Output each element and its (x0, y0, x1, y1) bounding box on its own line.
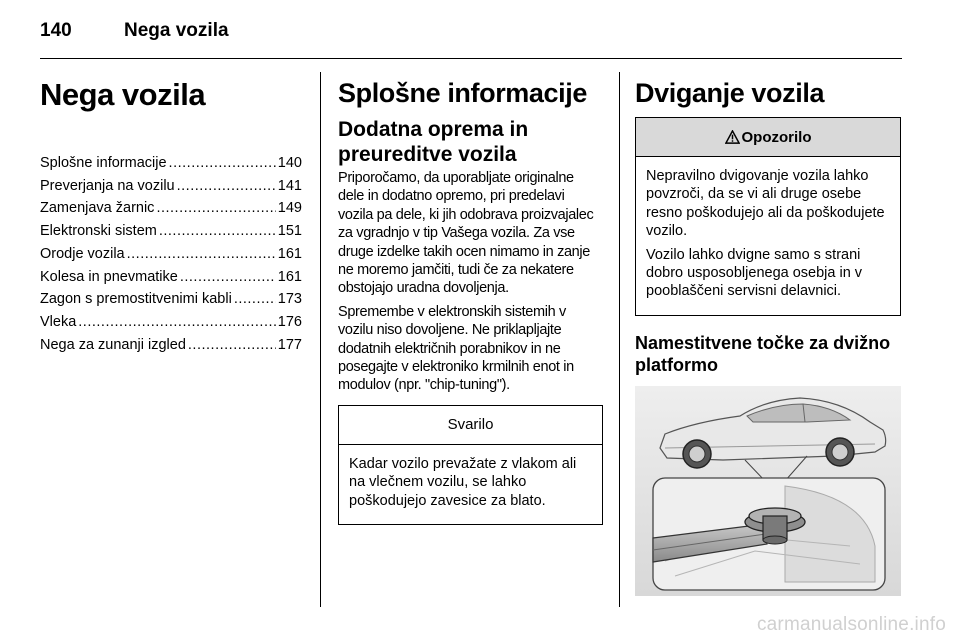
warning-box (635, 117, 901, 316)
toc-leader (156, 197, 275, 220)
toc-item-label: Kolesa in pnevmatike (40, 268, 178, 285)
notice-text: Kadar vozilo prevažate z vlakom ali na vlečnem vozilu, se lahko poškodujejo zavesice za blato. (349, 455, 577, 509)
toc-leader (159, 220, 276, 243)
toc-item-page: 151 (277, 223, 302, 240)
warning-heading (636, 118, 900, 157)
warning-heading-label: Opozorilo (741, 128, 812, 146)
toc-leader (177, 175, 276, 198)
section-title: Splošne informacije (338, 78, 587, 108)
toc-item[interactable] (40, 243, 302, 266)
lift-point-illustration (635, 386, 901, 596)
watermark: carmanualsonline.info (756, 614, 946, 635)
notice-body (339, 445, 602, 524)
toc-leader (78, 311, 276, 334)
warning-icon (725, 130, 740, 144)
running-title: Nega vozila (124, 20, 229, 41)
notice-heading: Svarilo (339, 406, 602, 445)
toc-item-label: Orodje vozila (40, 245, 125, 262)
warning-body (636, 157, 900, 315)
toc-item-page: 161 (277, 245, 302, 262)
toc-item[interactable] (40, 266, 302, 289)
header-divider (40, 58, 902, 59)
chapter-title: Nega vozila (40, 77, 206, 112)
toc-item-label: Vleka (40, 313, 77, 330)
toc-item-label: Nega za zunanji izgled (40, 336, 186, 353)
column-divider (320, 72, 321, 607)
toc-item-page: 149 (277, 200, 302, 217)
page-number: 140 (40, 20, 72, 41)
subsection-title: Namestitvene točke za dvižno platformo (635, 332, 891, 375)
body-paragraph: Spremembe v elektronskih sistemih v vozilu niso dovoljene. Ne priklapljajte dodatnih električnih porabnikov in ne posegajte v elektroniko krmilnih enot in modulov (npr. "chip-tuning"). (338, 303, 574, 394)
toc-item[interactable] (40, 334, 302, 357)
toc-item[interactable] (40, 197, 302, 220)
toc-item[interactable] (40, 220, 302, 243)
chapter-toc (40, 72, 302, 356)
toc-leader (169, 152, 276, 175)
car-lift-drawing (635, 386, 901, 596)
toc-item-page: 161 (277, 268, 302, 285)
subsection-title: Dodatna oprema in preureditve vozila (338, 118, 529, 166)
notice-box (338, 405, 603, 525)
toc-leader (180, 266, 276, 289)
toc-item-label: Elektronski sistem (40, 223, 157, 240)
toc-item-label: Zagon s premostitvenimi kabli (40, 291, 232, 308)
toc-item-label: Preverjanja na vozilu (40, 177, 175, 194)
lifting-section (635, 72, 901, 596)
toc-item-page: 177 (277, 336, 302, 353)
toc-list (40, 152, 302, 356)
toc-leader (234, 288, 276, 311)
toc-item[interactable] (40, 288, 302, 311)
toc-item-label: Splošne informacije (40, 155, 167, 171)
toc-item-page: 173 (277, 291, 302, 308)
toc-item-page: 141 (277, 177, 302, 194)
toc-item[interactable] (40, 311, 302, 334)
toc-item[interactable] (40, 152, 302, 175)
toc-item-page: 176 (277, 313, 302, 330)
page-header (40, 14, 902, 54)
toc-leader (188, 334, 276, 357)
column-divider (619, 72, 620, 607)
toc-leader (127, 243, 276, 266)
general-info-section (338, 72, 603, 525)
body-paragraph: Priporočamo, da uporabljate originalne dele in dodatno opremo, pri predelavi vozila pa dele, ki jih odobrava proizvajalec za vgradnjo v tip Vašega vozila. Za vse druge izdelke takih ocen nimamo in zanje ne moremo jamčiti, tudi če za nekatere obstojajo uradna dovoljenja. (338, 170, 594, 297)
section-title: Dviganje vozila (635, 78, 825, 108)
toc-item-page: 140 (277, 155, 302, 171)
toc-item-label: Zamenjava žarnic (40, 200, 155, 217)
warning-text: Vozilo lahko dvigne samo s strani dobro usposobljenega osebja in v pooblaščeni servisni delavnici. (646, 246, 863, 300)
warning-text: Nepravilno dvigovanje vozila lahko povzroči, da se vi ali druge osebe resno poškodujejo ali da poškodujete vozilo. (646, 168, 885, 240)
toc-item[interactable] (40, 175, 302, 198)
